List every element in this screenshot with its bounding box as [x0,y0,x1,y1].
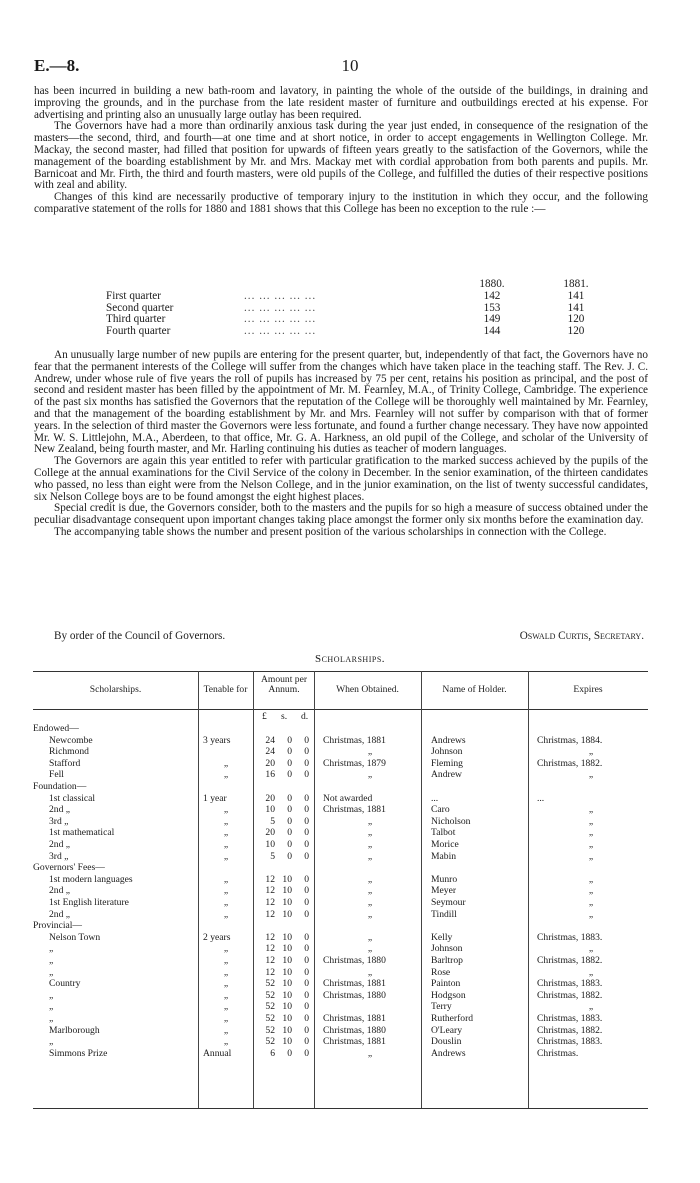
cell-obtained: Christmas, 1881 [323,804,386,816]
cell-pence: 0 [304,955,309,966]
cell-pence: 0 [304,885,309,897]
cell-pounds: 12 [265,966,275,978]
cell-expires: Christmas, 1883. [537,978,603,990]
cell-shillings: 0 [287,734,292,746]
cell-pence: 0 [304,757,309,769]
cell-holder: Hodgson [431,989,466,1001]
cell-holder: Caro [431,804,450,816]
rolls-row [106,291,606,303]
roll-1881: 120 [567,325,585,338]
cell-name: Provincial— [33,920,83,932]
cell-name: 1st classical [49,792,96,804]
cell-expires: „ [588,1001,594,1013]
cell-holder: Andrews [431,734,466,746]
cell-pounds: 20 [265,827,275,839]
paragraph: The accompanying table shows the number and present position of the various scholarships in connection with the College. [54,525,607,538]
cell-tenable: 2 years [203,931,231,943]
cell-pounds: 52 [265,1024,275,1036]
cell-tenable: „ [223,885,229,897]
cell-name: 2nd „ [49,908,71,920]
cell-pence: 0 [304,978,309,990]
cell-pounds: 12 [265,955,275,966]
roll-1880: 142 [483,289,501,302]
paragraph: Special credit is due, the Governors consider, both to the masters and the pupils for so high a measure of success obtained under the peculiar disadvantage consequent upon important changes taking place amongst the former only six months before the examination day. [34,502,648,527]
cell-shillings: 0 [287,769,292,781]
cell-shillings: 0 [287,850,292,862]
cell-pence: 0 [304,850,309,862]
cell-tenable: 3 years [203,734,231,746]
signature-line [54,630,644,642]
cell-pence: 0 [304,873,309,885]
cell-tenable: „ [223,943,229,955]
cell-shillings: 10 [282,931,292,943]
scholarships-title: Scholarships. [314,653,386,665]
cell-tenable: „ [223,839,229,850]
cell-shillings: 10 [282,1036,292,1048]
cell-expires: „ [588,966,594,978]
cell-holder: Talbot [431,827,456,839]
cell-pence: 0 [304,1013,309,1024]
cell-pounds: 20 [265,757,275,769]
cell-shillings: 0 [287,1047,292,1059]
signature-left: By order of the Council of Governors. [54,630,226,642]
quarter-label: Second quarter [106,301,174,314]
cell-holder: Fleming [431,757,463,769]
cell-name: 3rd „ [49,850,69,862]
rolls-row [106,303,606,315]
rolls-comparison-table [106,279,606,338]
cell-holder: Meyer [431,885,457,897]
cell-tenable: „ [223,908,229,920]
cell-name: Fell [49,769,64,781]
cell-pounds: 52 [265,1036,275,1048]
cell-name: „ [49,943,54,955]
cell-expires: „ [588,827,594,839]
cell-tenable: „ [223,897,229,908]
cell-tenable: „ [223,989,229,1001]
cell-holder: Andrew [431,769,462,781]
cell-holder: Painton [431,978,461,990]
cell-pounds: 6 [270,1047,275,1059]
cell-expires: Christmas, 1883. [537,931,603,943]
cell-name: Newcombe [49,734,93,746]
cell-obtained: „ [367,897,373,908]
quarter-label: Fourth quarter [106,325,171,338]
cell-pounds: 5 [270,850,275,862]
cell-obtained: Christmas, 1881 [323,1036,386,1048]
cell-pence: 0 [304,1024,309,1036]
cell-tenable: „ [223,978,229,990]
cell-name: Richmond [49,746,89,758]
cell-obtained: „ [367,908,373,920]
cell-shillings: 10 [282,897,292,908]
cell-name: 2nd „ [49,804,71,816]
cell-obtained: „ [367,769,373,781]
cell-expires: „ [588,908,594,920]
cell-obtained: Christmas, 1880 [323,955,386,966]
page-number: 10 [341,56,359,75]
cell-shillings: 10 [282,1013,292,1024]
cell-name: „ [49,955,54,966]
cell-expires: Christmas, 1882. [537,757,603,769]
cell-pounds: 52 [265,978,275,990]
cell-pence: 0 [304,897,309,908]
cell-holder: Terry [431,1001,452,1013]
cell-shillings: 10 [282,873,292,885]
leader-dots: ... ... ... ... ... [244,313,317,326]
cell-pounds: 12 [265,931,275,943]
col-header-holder: Name of Holder. [442,684,507,695]
cell-pence: 0 [304,839,309,850]
roll-1880: 153 [483,301,501,314]
cell-holder: Johnson [431,943,463,955]
cell-tenable: „ [223,804,229,816]
cell-pence: 0 [304,966,309,978]
cell-pounds: 10 [265,839,275,850]
col-header-scholarship: Scholarships. [89,684,142,695]
cell-name: 1st mathematical [49,827,115,839]
cell-shillings: 10 [282,1001,292,1013]
cell-pence: 0 [304,792,309,804]
cell-pence: 0 [304,1001,309,1013]
cell-obtained: „ [367,1047,373,1059]
cell-shillings: 0 [287,746,292,758]
cell-expires: Christmas. [537,1047,579,1059]
document-reference: E.—8. [34,56,80,75]
cell-tenable: „ [223,1013,229,1024]
cell-obtained: „ [367,850,373,862]
cell-name: Simmons Prize [49,1047,108,1059]
cell-pounds: 20 [265,792,275,804]
body-text-top [34,86,648,216]
col-header-tenable: Tenable for [203,684,248,695]
cell-tenable: „ [223,827,229,839]
cell-pence: 0 [304,1036,309,1048]
cell-pence: 0 [304,746,309,758]
cell-holder: Andrews [431,1047,466,1059]
leader-dots: ... ... ... ... ... [244,289,317,302]
cell-holder: Morice [431,839,459,850]
cell-obtained: Christmas, 1881 [323,1013,386,1024]
cell-name: 2nd „ [49,839,71,850]
roll-1881: 120 [567,313,585,326]
cell-obtained: „ [367,885,373,897]
cell-expires: „ [588,746,594,758]
cell-holder: ... [431,792,439,804]
cell-holder: Munro [431,873,458,885]
cell-shillings: 10 [282,955,292,966]
cell-pence: 0 [304,931,309,943]
cell-pounds: 52 [265,1001,275,1013]
cell-obtained: „ [367,746,373,758]
cell-expires: Christmas, 1882. [537,955,603,966]
col-header-expires: Expires [573,684,603,695]
cell-tenable: „ [223,1001,229,1013]
leader-dots: ... ... ... ... ... [244,301,317,314]
cell-pence: 0 [304,1047,309,1059]
cell-shillings: 0 [287,815,292,827]
cell-holder: Tindill [431,908,457,920]
cell-shillings: 0 [287,804,292,816]
cell-shillings: 10 [282,943,292,955]
cell-tenable: 1 year [203,792,227,804]
paragraph: Changes of this kind are necessarily productive of temporary injury to the institution in which they occur, and the following comparative statement of the rolls for 1880 and 1881 shows that this College has been no exception to the rule :— [34,191,648,215]
cell-holder: Kelly [431,931,453,943]
cell-obtained: Christmas, 1881 [323,978,386,990]
cell-name: Nelson Town [49,931,101,943]
cell-holder: Rose [431,966,451,978]
col-header-amount: Amount per Annum. [260,674,308,695]
cell-name: „ [49,1001,54,1013]
cell-shillings: 10 [282,989,292,1001]
cell-name: Endowed— [33,723,79,734]
cell-obtained: Christmas, 1879 [323,757,386,769]
cell-shillings: 10 [282,1024,292,1036]
cell-pence: 0 [304,804,309,816]
cell-obtained: „ [367,943,373,955]
cell-expires: „ [588,769,594,781]
year-header: 1881. [563,278,589,290]
cell-tenable: „ [223,850,229,862]
cell-tenable: „ [223,966,229,978]
cell-pounds: 24 [265,734,275,746]
cell-expires: „ [588,815,594,827]
cell-shillings: 10 [282,885,292,897]
paragraph: The Governors are again this year entitled to refer with particular gratification to the marked success achieved by the pupils of the College at the annual examinations for the Civil Service of the colony in December. In the senior examination, of the thirteen candidates who passed, no less than eight were from the Nelson College, and in the junior examination, on the list of twenty successful candidates, six Nelson College boys are to be found amongst the eight highest places. [34,455,648,503]
currency-pence: d. [301,711,309,722]
cell-obtained: Christmas, 1881 [323,734,386,746]
cell-holder: O'Leary [431,1024,463,1036]
cell-name: Marlborough [49,1024,100,1036]
cell-obtained: „ [367,815,373,827]
cell-obtained: „ [367,931,373,943]
cell-obtained: Christmas, 1880 [323,989,386,1001]
cell-pounds: 5 [270,815,275,827]
rolls-row [106,314,606,326]
cell-name: Governors' Fees— [33,862,105,874]
cell-holder: Nicholson [431,815,471,827]
cell-shillings: 0 [287,827,292,839]
cell-pence: 0 [304,769,309,781]
cell-tenable: „ [223,769,229,781]
cell-expires: „ [588,804,594,816]
roll-1881: 141 [567,301,585,314]
cell-holder: Mabin [431,850,457,862]
cell-shillings: 0 [287,839,292,850]
cell-expires: Christmas, 1883. [537,1036,603,1048]
cell-pounds: 12 [265,873,275,885]
cell-pounds: 52 [265,989,275,1001]
paragraph: has been incurred in building a new bath-room and lavatory, in painting the whole of the outside of the buildings, in draining and improving the grounds, and in the purchase from the late resident master of furniture and outbuildings erected at his expense. For advertising and printing also an unusually large outlay has been required. [34,85,648,121]
cell-name: Country [49,978,81,990]
cell-pence: 0 [304,734,309,746]
col-header-obtained: When Obtained. [336,684,399,695]
cell-name: 3rd „ [49,815,69,827]
cell-tenable: „ [223,1036,229,1048]
scholarships-table [33,671,648,1109]
cell-name: „ [49,1036,54,1048]
cell-pounds: 12 [265,885,275,897]
paragraph: An unusually large number of new pupils are entering for the present quarter, but, independently of that fact, the Governors have no fear that the permanent interests of the College will suffer from the changes which have taken place in the teaching staff. The Rev. J. C. Andrew, under whose rule of five years the roll of pupils has increased by 75 per cent, retains his position as principal, and the post of second and resident master has been filled by the appointment of Mr. M. Fearnley, M.A., of Trinity College, Cambridge. The experience of the past six months has satisfied the Governors that the reputation of the College will be thoroughly well maintained by Mr. Fearnley, and that the management of the boarding establishment by Mr. and Mrs. Fearnley will not suffer by comparison with that of former years. In the selection of third master the Governors were less fortunate, and found a further change necessary. They have now appointed Mr. W. S. Littlejohn, M.A., Aberdeen, to that office, Mr. G. A. Harkness, an old pupil of the College, and scholar of the University of New Zealand, being fourth master, and Mr. Harling continuing his duties as teacher of modern languages. [34,349,648,456]
cell-tenable: Annual [203,1047,232,1059]
cell-tenable: „ [223,815,229,827]
cell-name: „ [49,966,54,978]
cell-pounds: 16 [265,769,275,781]
cell-expires: „ [588,897,594,908]
cell-shillings: 10 [282,908,292,920]
cell-expires: ... [537,792,545,804]
cell-pounds: 52 [265,1013,275,1024]
year-header: 1880. [479,278,505,290]
cell-pence: 0 [304,908,309,920]
body-text-bottom [34,350,648,539]
cell-obtained: „ [367,966,373,978]
cell-name: „ [49,1013,54,1024]
cell-tenable: „ [223,1024,229,1036]
cell-obtained: „ [367,839,373,850]
cell-name: 2nd „ [49,885,71,897]
cell-expires: Christmas, 1883. [537,1013,603,1024]
cell-holder: Johnson [431,746,463,758]
cell-obtained: „ [367,873,373,885]
quarter-label: First quarter [106,289,161,302]
cell-pence: 0 [304,989,309,1001]
rolls-row [106,326,606,338]
cell-pounds: 12 [265,897,275,908]
leader-dots: ... ... ... ... ... [244,325,317,338]
cell-expires: Christmas, 1884. [537,734,603,746]
cell-expires: Christmas, 1882. [537,1024,603,1036]
cell-holder: Barltrop [431,955,463,966]
cell-name: 1st modern languages [49,873,133,885]
signature-right: Oswald Curtis, Secretary. [519,630,644,642]
cell-name: „ [49,989,54,1001]
cell-pounds: 24 [265,746,275,758]
cell-name: Foundation— [33,781,87,792]
cell-obtained: „ [367,827,373,839]
quarter-label: Third quarter [106,313,166,326]
currency-pounds: £ [262,711,267,722]
cell-name: Stafford [49,757,81,769]
cell-pence: 0 [304,815,309,827]
cell-pence: 0 [304,943,309,955]
cell-expires: „ [588,873,594,885]
paragraph: The Governors have had a more than ordinarily anxious task during the year just ended, in consequence of the resignation of the masters—the second, third, and fourth—at one time and at short notice, in order to accept engagements in Wellington College. Mr. Mackay, the second master, had filled that position for upwards of fifteen years greatly to the satisfaction of the Governors, while the management of the boarding establishment by Mr. and Mrs. Mackay met with cordial approbation from both parents and pupils. Mr. Barnicoat and Mr. Firth, the third and fourth masters, were old pupils of the College, and fulfilled the duties of their respective positions with zeal and ability. [34,120,648,192]
cell-shillings: 10 [282,978,292,990]
cell-pounds: 12 [265,943,275,955]
cell-shillings: 0 [287,757,292,769]
cell-holder: Seymour [431,897,466,908]
currency-shillings: s. [281,711,288,722]
cell-expires: „ [588,943,594,955]
cell-holder: Douslin [431,1036,462,1048]
cell-obtained: Christmas, 1880 [323,1024,386,1036]
cell-shillings: 0 [287,792,292,804]
cell-expires: „ [588,850,594,862]
roll-1881: 141 [567,289,585,302]
cell-obtained: Not awarded [323,792,373,804]
cell-pounds: 12 [265,908,275,920]
cell-pounds: 10 [265,804,275,816]
roll-1880: 149 [483,313,501,326]
cell-name: 1st English literature [49,897,129,908]
cell-expires: Christmas, 1882. [537,989,603,1001]
cell-tenable: „ [223,757,229,769]
cell-expires: „ [588,885,594,897]
cell-holder: Rutherford [431,1013,474,1024]
cell-tenable: „ [223,955,229,966]
roll-1880: 144 [483,325,501,338]
cell-tenable: „ [223,873,229,885]
cell-shillings: 10 [282,966,292,978]
cell-pence: 0 [304,827,309,839]
cell-expires: „ [588,839,594,850]
